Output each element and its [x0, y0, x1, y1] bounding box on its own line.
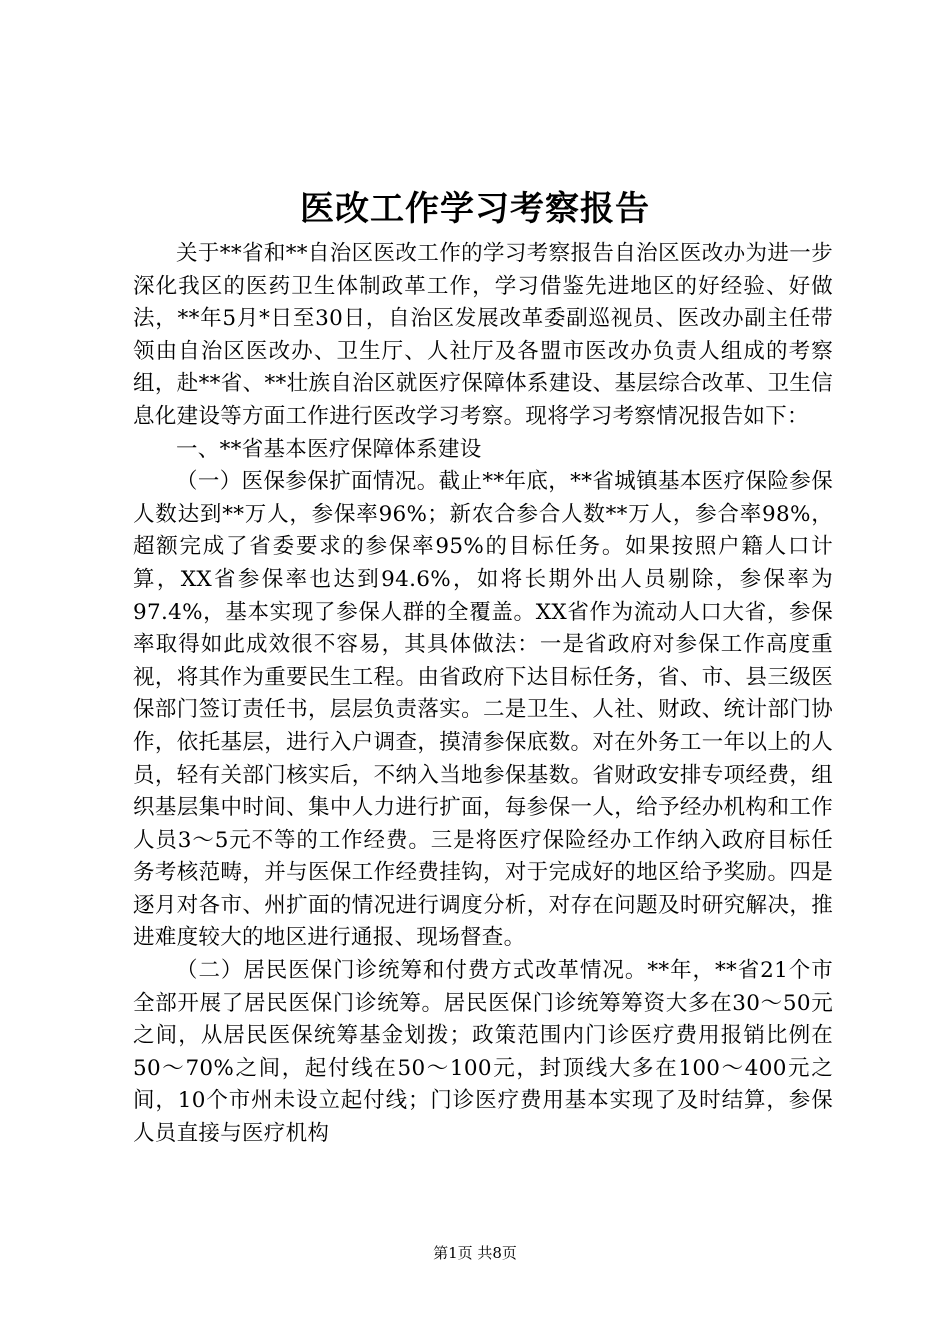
document-title: 医改工作学习考察报告: [300, 189, 650, 229]
subsection-2-paragraph: （二）居民医保门诊统筹和付费方式改革情况。**年，**省21个市全部开展了居民医保门诊统筹。居民医保门诊统筹筹资大多在30～50元之间，从居民医保统筹基金划拨；政策范围内门诊医疗费用报销比例在50～70%之间，起付线在50～100元，封顶线大多在100～400元之间，10个市州未设立起付线；门诊医疗费用基本实现了及时结算，参保人员直接与医疗机构: [133, 958, 833, 1147]
page-number-footer: 第1页 共8页: [433, 1244, 517, 1262]
document-body: [133, 238, 833, 1151]
subsection-1-paragraph: （一）医保参保扩面情况。截止**年底，**省城镇基本医疗保险参保人数达到**万人，参保率96%；新农合参合人数**万人，参合率98%，超额完成了省委要求的参保率95%的目标任务。如果按照户籍人口计算，XX省参保率也达到94.6%，如将长期外出人员剔除，参保率为97.4%，基本实现了参保人群的全覆盖。XX省作为流动人口大省，参保率取得如此成效很不容易，其具体做法：一是省政府对参保工作高度重视，将其作为重要民生工程。由省政府下达目标任务，省、市、县三级医保部门签订责任书，层层负责落实。二是卫生、人社、财政、统计部门协作，依托基层，进行入户调查，摸清参保底数。对在外务工一年以上的人员，轻有关部门核实后，不纳入当地参保基数。省财政安排专项经费，组织基层集中时间、集中人力进行扩面，每参保一人，给予经办机构和工作人员3～5元不等的工作经费。三是将医疗保险经办工作纳入政府目标任务考核范畴，并与医保工作经费挂钩，对于完成好的地区给予奖励。四是逐月对各市、州扩面的情况进行调度分析，对存在问题及时研究解决，推进难度较大的地区进行通报、现场督查。: [133, 469, 833, 951]
section-heading: 一、**省基本医疗保障体系建设: [176, 436, 482, 462]
intro-paragraph: 关于**省和**自治区医改工作的学习考察报告自治区医改办为进一步深化我区的医药卫生体制政革工作，学习借鉴先进地区的好经验、好做法，**年5月*日至30日，自治区发展改革委副巡视员、医改办副主任带领由自治区医改办、卫生厅、人社厅及各盟市医改办负责人组成的考察组，赴**省、**壮族自治区就医疗保障体系建设、基层综合改革、卫生信息化建设等方面工作进行医改学习考察。现将学习考察情况报告如下：: [133, 241, 833, 429]
